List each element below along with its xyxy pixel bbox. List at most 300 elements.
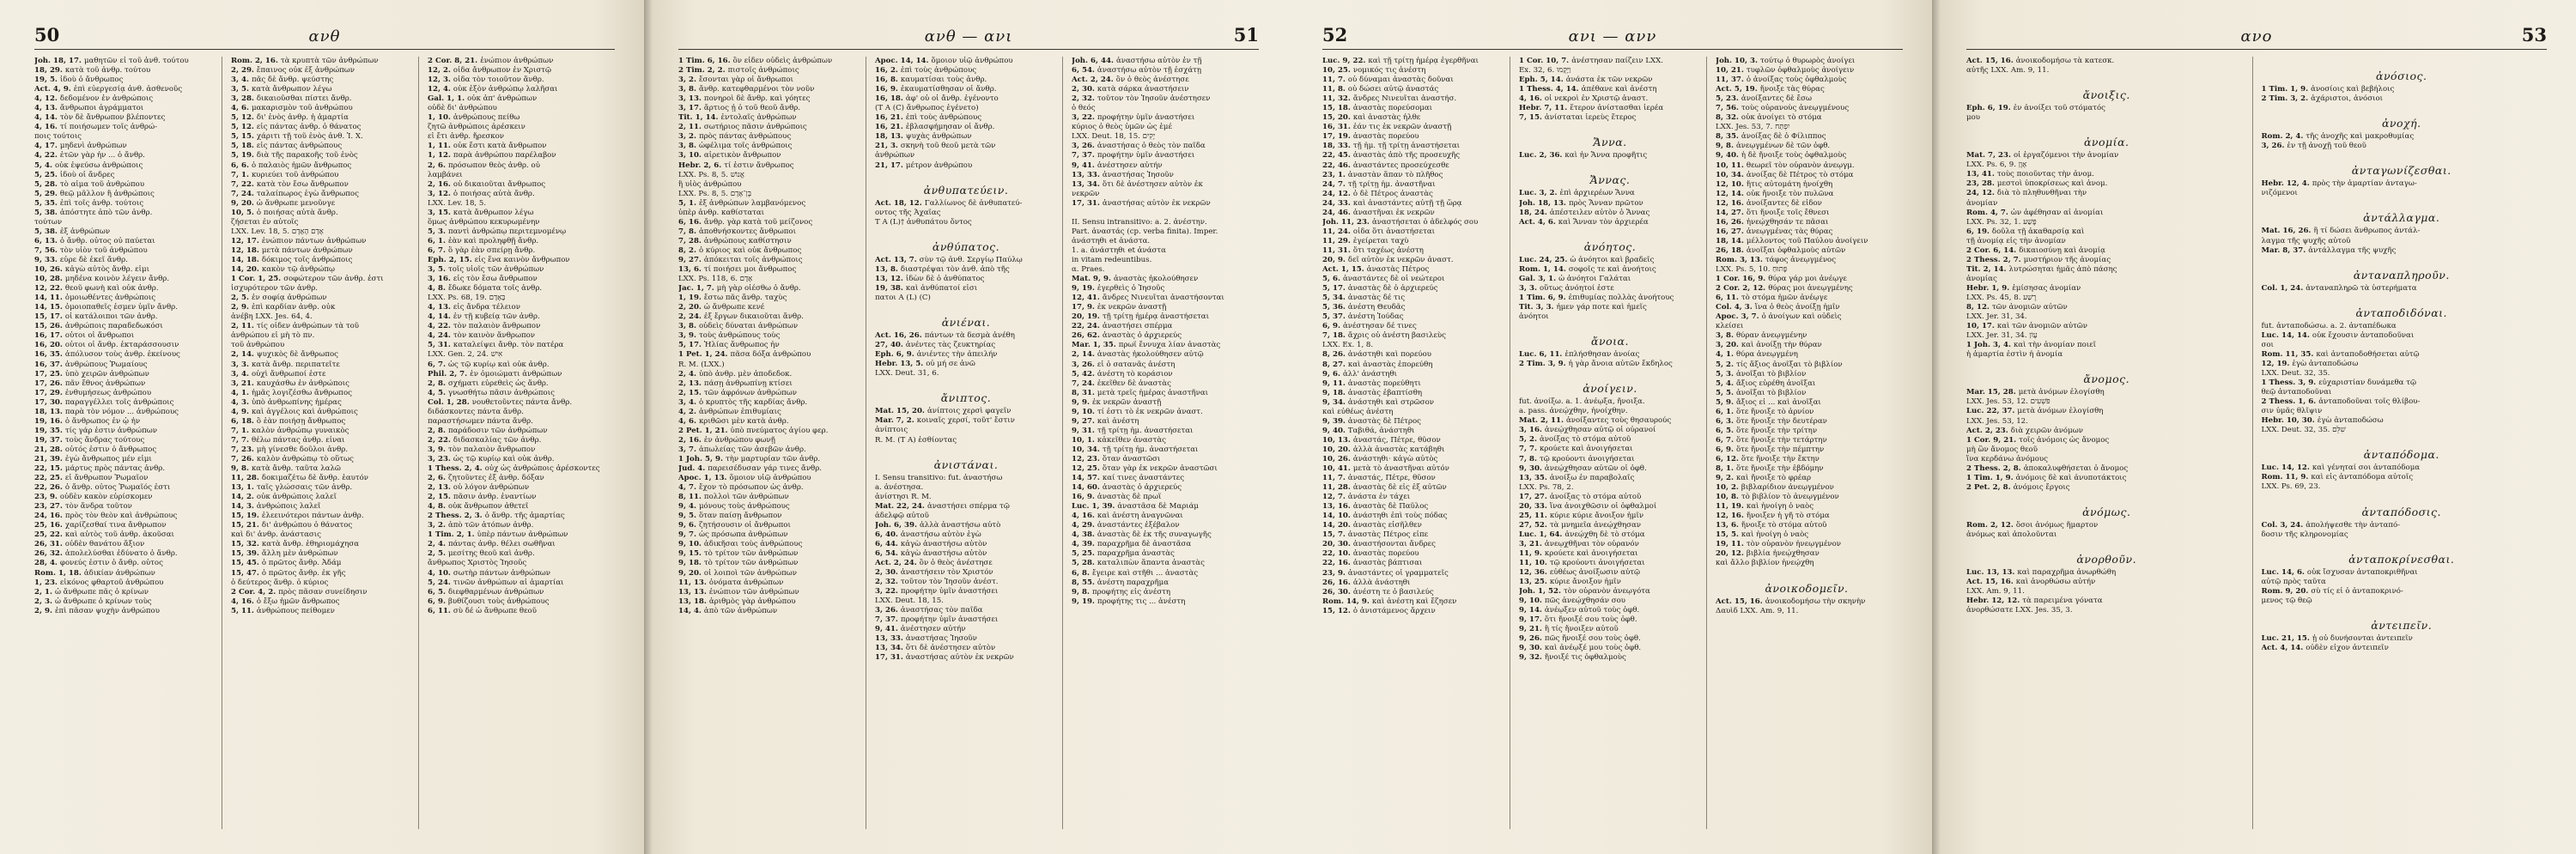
- verse-reference: 8, 26.: [1322, 350, 1346, 360]
- verse-reference: Rom. 11, 9.: [2261, 473, 2309, 482]
- concordance-line: [34, 331, 216, 341]
- verse-reference: 3, 28.: [231, 94, 254, 104]
- citation-text: ἀνάστηθι et ἀνάστα.: [1072, 236, 1151, 245]
- citation-text: ἀναστὰς πορεύου: [1352, 132, 1419, 142]
- concordance-line: [1716, 312, 1898, 322]
- concordance-line: [1716, 379, 1898, 389]
- verse-reference: 12, 16.: [1716, 198, 1744, 208]
- concordance-line: [1072, 123, 1254, 132]
- citation-text: ἐν ὁμοιώματι ἀνθρώπων: [470, 369, 562, 379]
- running-head: [678, 24, 1259, 50]
- concordance-line: [678, 427, 860, 436]
- verse-reference: 7, 28.: [678, 236, 702, 245]
- citation-text: ἀναστήσεται ὁ ἀδελφός σου: [1371, 217, 1479, 227]
- concordance-line: [875, 416, 1057, 426]
- verse-reference: Gal. 3, 1.: [1519, 274, 1557, 283]
- verse-reference: Hebr. 12, 12.: [1966, 597, 2020, 606]
- concordance-line: [1322, 521, 1504, 530]
- citation-text: ὁ δὲ Πέτρος ἀναστὰς: [1352, 189, 1433, 198]
- concordance-line: [1072, 350, 1254, 360]
- concordance-line: [1072, 502, 1254, 512]
- verse-reference: Mat. 7, 23.: [1966, 151, 2011, 161]
- citation-text: [875, 227, 878, 236]
- concordance-line: [875, 331, 1057, 341]
- citation-text: α. Praes.: [1072, 265, 1105, 275]
- citation-text: ἵνα κερδάνω ἀνόμους: [1966, 454, 2048, 463]
- concordance-line: [1519, 294, 1701, 303]
- citation-text: παρὰ ἀνθρώπου παρέλαβον: [453, 151, 556, 161]
- citation-text: LXX. Ps. 118, 6. אָדָם: [678, 275, 753, 284]
- verse-reference: 1 Cor. 1, 25.: [231, 275, 282, 284]
- citation-text: οὐ δώσει αὐτῷ ἀναστάς: [1347, 85, 1439, 94]
- concordance-line: [231, 256, 413, 265]
- citation-text: οὐδὲ δι' ἀνθρώπου: [428, 104, 497, 113]
- verse-reference: 1 Thess. 2, 4.: [428, 464, 483, 474]
- concordance-line: [34, 190, 216, 199]
- concordance-line: [428, 303, 610, 312]
- verse-reference: 5, 34.: [1322, 294, 1346, 303]
- citation-text: κατὰ ἄνθρωπον λέγω: [251, 85, 332, 94]
- concordance-line: [1519, 625, 1701, 634]
- citation-text: Δαυὶδ LXX. Am. 9, 11.: [1716, 606, 1799, 615]
- concordance-line: [231, 123, 413, 132]
- citation-text: ἀναστήσω αὐτὸν ἐγὼ: [900, 530, 981, 539]
- citation-text: LXX. Ps. 69, 23.: [2261, 482, 2321, 492]
- verse-reference: 10, 8.: [1716, 493, 1739, 502]
- citation-text: βιβλαρίδιον ἀνεῳγμένον: [1741, 483, 1834, 493]
- verse-reference: 2, 14.: [1072, 350, 1095, 360]
- citation-text: πολλοὶ τῶν ἀνθρώπων: [703, 493, 789, 502]
- citation-text: μάρτυς πρὸς πάντας ἀνθρ.: [64, 464, 166, 474]
- concordance-line: [2262, 198, 2543, 208]
- citation-text: ἀνέστη παραχρῆμα: [1097, 578, 1170, 587]
- verse-reference: 9, 8.: [231, 464, 249, 474]
- verse-reference: 8, 2.: [678, 245, 696, 255]
- citation-text: ὠφέλιμα τοῖς ἀνθρώποις: [698, 142, 793, 151]
- verse-reference: 14, 18.: [231, 255, 259, 264]
- concordance-line: [1716, 237, 1898, 246]
- verse-reference: 9, 8.: [1716, 142, 1734, 151]
- concordance-line: [1072, 578, 1254, 588]
- citation-text: ὅτι ταχέως ἀνέστη: [1352, 245, 1424, 255]
- verse-reference: 1 Tim. 1, 9.: [1966, 473, 2014, 482]
- concordance-line: [875, 360, 1057, 369]
- concordance-line: [875, 209, 1057, 218]
- concordance-line: [428, 94, 610, 104]
- concordance-line: [2262, 426, 2543, 435]
- concordance-line: [1072, 142, 1254, 151]
- citation-text: καὶ ἀνθύπατοί εἰσι: [905, 283, 978, 293]
- concordance-line: [678, 408, 860, 417]
- concordance-line: [34, 284, 216, 294]
- concordance-line: [2262, 57, 2543, 66]
- verse-reference: 23, 9.: [1322, 568, 1346, 578]
- concordance-line: [34, 427, 216, 436]
- verse-reference: 19, 5.: [34, 76, 58, 85]
- verse-reference: 16, 20.: [34, 341, 63, 350]
- concordance-line: [1966, 57, 2247, 66]
- citation-text: ὁ κύριος καὶ οὐκ ἄνθρωπος: [698, 245, 802, 255]
- citation-text: ἀνταποδοῦναι τοῖς θλίβου-: [2318, 397, 2421, 407]
- citation-text: ἔγειρε καὶ στῆθι ... ἀναστὰς: [1091, 568, 1199, 578]
- verse-reference: 6, 12.: [1716, 454, 1739, 463]
- citation-text: LXX. Ps. 45, 8. רֶשַׁע: [1966, 293, 2037, 302]
- concordance-line: [231, 474, 413, 483]
- citation-text: ἀνόμοις ἔργοις: [2013, 482, 2070, 492]
- concordance-line: [1072, 161, 1254, 171]
- citation-text: τινῶν ἀνθρώπων αἱ ἁμαρτίαι: [453, 578, 564, 587]
- page-52: [1288, 0, 1932, 854]
- concordance-line: [231, 530, 413, 540]
- verse-reference: 3, 7.: [678, 445, 696, 454]
- verse-reference: 5, 3.: [428, 227, 446, 236]
- verse-reference: 5, 15.: [231, 132, 254, 142]
- concordance-line: [1966, 227, 2247, 237]
- concordance-line: [231, 132, 413, 142]
- verse-reference: 3, 8.: [678, 85, 696, 94]
- entry-headword: ἀνορθοῦν.: [2076, 553, 2137, 566]
- concordance-line: [231, 360, 413, 370]
- concordance-line: [678, 389, 860, 398]
- verse-reference: 18, 24.: [1519, 208, 1547, 217]
- citation-text: σωτήριος πᾶσιν ἀνθρώποις: [703, 123, 807, 132]
- citation-text: δεῖ αὐτὸν ἐκ νεκρῶν ἀναστ.: [1347, 255, 1454, 264]
- concordance-line: [428, 265, 610, 275]
- concordance-line: [678, 436, 860, 445]
- concordance-line: [34, 161, 216, 171]
- verse-reference: Joh. 6, 44.: [1072, 57, 1114, 65]
- concordance-line: [2262, 350, 2543, 360]
- columns: [34, 57, 615, 829]
- concordance-line: [1072, 94, 1254, 104]
- concordance-line: [2262, 578, 2543, 587]
- concordance-line: [1519, 397, 1701, 407]
- concordance-line: [1716, 559, 1898, 568]
- verse-reference: 4, 22.: [428, 322, 451, 331]
- verse-reference: 4, 14.: [428, 312, 451, 322]
- verse-reference: 12, 2.: [428, 66, 451, 76]
- verse-reference: Luc. 9, 22.: [1322, 57, 1366, 65]
- citation-text: βυθίζουσι τοὺς ἀνθρώπους: [447, 597, 550, 606]
- concordance-line: [1716, 483, 1898, 493]
- citation-text: εἰκόνος φθαρτοῦ ἀνθρώπου: [59, 578, 164, 587]
- concordance-line: [231, 76, 413, 85]
- citation-text: [875, 445, 878, 454]
- concordance-line: [231, 588, 413, 597]
- citation-text: ὁ ἀνοίγων καὶ οὐδεὶς: [1761, 312, 1842, 322]
- verse-reference: 5, 17.: [1322, 284, 1346, 294]
- concordance-line: [34, 521, 216, 530]
- verse-reference: 2, 15.: [428, 493, 451, 502]
- citation-text: [2262, 256, 2264, 264]
- citation-text: οὗτοι οἱ ἄνθρ. ἐκταράσσουσιν: [64, 341, 179, 350]
- concordance-line: [1072, 549, 1254, 559]
- concordance-line: [428, 521, 610, 530]
- verse-reference: Mar. 8, 37.: [2261, 245, 2306, 255]
- verse-reference: 1 Tim. 6, 9.: [1519, 293, 1566, 302]
- concordance-line: [34, 227, 216, 237]
- citation-text: LXX. Deut. 32, 35. שִׁלֵּם: [2261, 426, 2346, 435]
- verse-reference: 5, 2.: [1519, 435, 1537, 445]
- concordance-line: [875, 284, 1057, 294]
- verse-reference: 18, 13.: [875, 132, 903, 142]
- concordance-line: [1966, 578, 2247, 587]
- concordance-line: [1072, 379, 1254, 389]
- citation-text: κλείσει: [1716, 322, 1744, 331]
- concordance-line: [231, 436, 413, 445]
- verse-reference: Hebr. 2, 6.: [678, 161, 722, 170]
- verse-reference: 1 Joh. 5, 9.: [678, 454, 723, 463]
- citation-text: ἡ ἁμαρτία ἐστὶν ἡ ἀνομία: [1966, 350, 2063, 360]
- concordance-line: [34, 142, 216, 151]
- citation-text: αὐτῷ πρὸς ταῦτα: [2261, 577, 2326, 586]
- citation-text: εὐχαριστίαν δυνάμεθα τῷ: [2318, 379, 2416, 388]
- citation-text: ἀναστήσω αὐτὸν ἐν τῇ: [1115, 57, 1202, 65]
- citation-text: οὐκ ἐξὸν ἀνθρώπῳ λαλῆσαι: [453, 85, 558, 94]
- verse-reference: 5, 18.: [231, 142, 254, 151]
- verse-reference: Joh. 6, 39.: [875, 520, 917, 530]
- concordance-line: [1966, 540, 2247, 549]
- verse-reference: 25, 11.: [1519, 511, 1547, 520]
- verse-reference: Gal. 1, 1.: [428, 94, 465, 104]
- verse-reference: 9, 11.: [1322, 379, 1346, 388]
- citation-text: τὸ τρίτον τῶν ἀνθρώπων: [703, 559, 799, 568]
- citation-text: ἤνοιξε τὰς θύρας: [1759, 85, 1825, 94]
- concordance-line: [875, 568, 1057, 578]
- verse-reference: 12, 25.: [1072, 464, 1100, 474]
- verse-reference: 4, 16.: [1519, 94, 1542, 104]
- verse-reference: 9, 15.: [678, 549, 702, 559]
- citation-text: ἀπόλυσον τοὺς ἀνθρ. ἐκείνους: [64, 350, 180, 360]
- citation-text: ἀναστήσας τὸν παῖδα: [900, 606, 983, 615]
- citation-text: ἀνίσταται ἱερεὺς ἕτερος: [1544, 113, 1637, 123]
- concordance-line: [1322, 588, 1504, 597]
- concordance-line: [1966, 161, 2247, 170]
- verse-reference: 12, 23.: [1072, 454, 1100, 463]
- citation-text: ἀναστὰς ὁ ἀρχιερεύς: [1102, 483, 1182, 493]
- verse-reference: 1, 19.: [678, 294, 702, 303]
- verse-reference: Act. 4, 9.: [34, 85, 71, 94]
- concordance-line: [1519, 578, 1701, 587]
- concordance-line: [678, 85, 860, 94]
- citation-text: [2262, 435, 2264, 444]
- concordance-line: [1716, 322, 1898, 331]
- concordance-line: [1322, 190, 1504, 199]
- concordance-line: [34, 436, 216, 445]
- concordance-line: [231, 455, 413, 464]
- citation-text: ὁ ἄνθρ. οὗτος Ῥωμαῖός ἐστι: [64, 483, 171, 493]
- concordance-line: [678, 275, 860, 284]
- citation-text: εἰς πάντας ἀνθρ. ὁ θάνατος: [256, 123, 361, 132]
- concordance-line: [428, 190, 610, 199]
- citation-text: ἐκ νεκρῶν ἀναστῇ: [1091, 397, 1162, 407]
- citation-text: ἐξ ἀνθρώπων λαμβανόμενος: [698, 198, 806, 208]
- verse-reference: Hebr. 12, 4.: [2261, 179, 2310, 189]
- running-head: [1966, 24, 2547, 50]
- concordance-line: [1716, 360, 1898, 370]
- citation-text: οὐ μή σε ἀνῶ: [926, 360, 975, 369]
- verse-reference: 3, 26.: [1072, 360, 1095, 369]
- verse-reference: Rom. 4, 7.: [1966, 208, 2008, 217]
- citation-text: LXX. Jes. 53, 7. יִפְתַּח: [1716, 123, 1790, 132]
- concordance-line: [1519, 350, 1701, 360]
- verse-reference: 5, 35.: [34, 198, 58, 208]
- citation-text: LXX. Gen. 2, 24. אִישׁ: [428, 350, 503, 360]
- concordance-line: [678, 607, 860, 616]
- entry-headword: ἀνόμως.: [2082, 505, 2131, 518]
- concordance-line: [678, 530, 860, 540]
- entry-headword: ἀνταπόδοσις.: [2361, 505, 2442, 518]
- citation-text: ἐγὼ ἀνταποδώσω: [2292, 359, 2359, 368]
- citation-text: κατὰ ἄνθρ. ἐθηριομάχησα: [261, 540, 360, 549]
- citation-text: ἀναστάντες οἱ γραμματεῖς: [1347, 568, 1449, 578]
- citation-text: LXX. Jes. 53, 12.: [1966, 416, 2028, 426]
- concordance-line: [231, 502, 413, 512]
- concordance-line: [1519, 275, 1701, 284]
- concordance-line: [231, 303, 413, 312]
- citation-text: ἀνέστη Ἰούδας: [1347, 312, 1404, 322]
- verse-reference: Hebr. 13, 5.: [875, 360, 924, 369]
- verse-reference: 9, 26.: [1519, 634, 1542, 644]
- verse-reference: 3, 16.: [428, 275, 451, 284]
- citation-text: κύριε κύριε ἄνοιξον ἡμῖν: [1549, 511, 1644, 520]
- concordance-line: [34, 597, 216, 607]
- citation-text: ἀναστήσας ὁ θεὸς τὸν παῖδα: [1097, 142, 1206, 151]
- concordance-line: [231, 331, 413, 341]
- verse-reference: 2 Cor. 6, 14.: [1966, 245, 2017, 255]
- verse-reference: 11, 37.: [1716, 76, 1744, 85]
- citation-text: ἀναστὰς ἀπὸ τῆς προσευχῆς: [1352, 151, 1461, 161]
- concordance-line: [1072, 209, 1254, 218]
- concordance-column: [678, 57, 866, 829]
- concordance-line: [2262, 151, 2543, 161]
- concordance-line: [1322, 123, 1504, 132]
- concordance-line: [1072, 284, 1254, 294]
- citation-text: τοῦτον τὸν Ἰησοῦν ἀνέστ.: [900, 578, 999, 587]
- verse-reference: 3, 4.: [678, 397, 696, 407]
- concordance-line: [1716, 607, 1898, 616]
- citation-text: ὅτι ἤνοιξέ σου τοὺς ὀφθ.: [1544, 615, 1637, 625]
- concordance-line: [1072, 331, 1254, 341]
- verse-reference: 17, 31.: [1072, 198, 1100, 208]
- citation-text: ἐξ ἔργων δικαιοῦται ἄνθρ.: [703, 312, 804, 322]
- citation-text: ἀνίστησι R. M.: [875, 492, 932, 501]
- verse-reference: 3, 26.: [2261, 142, 2285, 151]
- concordance-line: [428, 379, 610, 389]
- verse-reference: 13, 18.: [678, 597, 707, 606]
- citation-text: ὦ ἀνόητοι Γαλάται: [1558, 274, 1631, 283]
- verse-reference: 13, 1.: [231, 483, 254, 493]
- verse-reference: 17, 9.: [1072, 303, 1095, 312]
- citation-text: ἐπιθυμίας πολλὰς ἀνοήτους: [1568, 293, 1674, 302]
- concordance-line: [1966, 246, 2247, 256]
- citation-text: ὑπὲρ πάντων ἀνθρώπων: [477, 530, 568, 540]
- concordance-line: [34, 199, 216, 209]
- concordance-line: [34, 474, 216, 483]
- verse-reference: Eph. 6, 19.: [1966, 104, 2011, 113]
- concordance-line: [1322, 569, 1504, 578]
- concordance-line: [1966, 265, 2247, 275]
- citation-text: θύρα γάρ μοι ἀνέῳγε: [1768, 275, 1847, 284]
- citation-text: καὶ ἀνέῳξέ μου τοὺς ὀφθ.: [1544, 644, 1642, 653]
- concordance-line: [231, 190, 413, 199]
- citation-text: a. ἀνέστησα.: [875, 482, 924, 492]
- concordance-line: [1716, 85, 1898, 94]
- verse-reference: 2, 13.: [428, 483, 451, 493]
- verse-reference: 10, 5.: [231, 208, 254, 217]
- citation-text: τίς ἄξιος ἀνοῖξαι τὸ βιβλίον: [1735, 360, 1843, 369]
- citation-text: ἐν τῇ κυβείᾳ τῶν ἀνθρ.: [453, 312, 540, 322]
- citation-text: ἀνέστησαν παίζειν LXX.: [1571, 57, 1663, 65]
- concordance-line: [34, 171, 216, 180]
- concordance-line: [875, 540, 1057, 549]
- verse-reference: 6, 54.: [1072, 66, 1095, 76]
- verse-reference: 5, 6.: [1322, 275, 1340, 284]
- citation-text: ζήσεται ἐν αὐτοῖς: [231, 217, 299, 227]
- concordance-line: [1716, 199, 1898, 209]
- verse-reference: 2, 30.: [875, 568, 898, 578]
- verse-reference: 3, 23.: [428, 454, 451, 463]
- citation-text: ἐν ἀνθρώπου φωνῇ: [703, 435, 775, 445]
- citation-text: ἀνορθώσατε LXX. Jes. 35, 3.: [1966, 606, 2073, 615]
- concordance-line: [34, 57, 216, 66]
- citation-text: ἀπόστητε ἀπὸ τῶν ἀνθρ.: [59, 208, 153, 217]
- concordance-line: [1072, 483, 1254, 493]
- entry-headword: ἀνθυπατεύειν.: [923, 183, 1009, 197]
- verse-reference: 4, 8.: [428, 502, 446, 512]
- citation-text: ὁ ποιήσας αὐτὰ ἄνθρ.: [453, 189, 535, 198]
- verse-reference: 15, 45.: [231, 559, 259, 568]
- concordance-line: [1519, 521, 1701, 530]
- concordance-line: [1322, 331, 1504, 341]
- concordance-line: [1322, 227, 1504, 237]
- verse-reference: 11, 32.: [1322, 94, 1351, 104]
- citation-text: ἀναστήσας αὐτὸν ἐκ νεκρῶν: [905, 653, 1014, 663]
- citation-text: ἀφ' οὗ οἱ ἄνθρ. ἐγένοντο: [905, 94, 999, 104]
- verse-reference: 3, 16.: [1519, 426, 1542, 435]
- citation-text: νομικός τις ἀνέστη: [1352, 66, 1426, 76]
- citation-text: ἀναστὰς πορεύσομαι: [1352, 104, 1433, 113]
- citation-text: κοιναῖς χερσί, τοῦτ' ἔστιν: [916, 416, 1015, 426]
- verse-reference: 6, 11.: [1716, 294, 1739, 303]
- citation-text: κατὰ ἄνθρ. περιπατεῖτε: [251, 360, 340, 369]
- verse-reference: Rom. 9, 20.: [2261, 586, 2309, 596]
- concordance-line: [1519, 66, 1701, 76]
- verse-reference: 10, 20.: [1322, 445, 1351, 454]
- citation-text: ὅμοιον υἱῷ ἀνθρώπου: [729, 474, 811, 483]
- concordance-line: [34, 132, 216, 142]
- citation-text: οὐ δύναμαι ἀναστὰς δοῦναι: [1347, 76, 1454, 85]
- citation-text: ἀνθρώποις λαλεῖ: [256, 502, 321, 512]
- concordance-line: [231, 284, 413, 294]
- verse-reference: Act. 4, 6.: [1519, 217, 1556, 227]
- citation-text: ἀνάστηθι καὶ πορεύου: [1347, 350, 1432, 360]
- concordance-line: [1519, 483, 1701, 493]
- citation-text: ἀνθρώπου εἰ μὴ τὸ πν.: [231, 331, 315, 341]
- entry-headword: ἄνοιξις.: [2082, 88, 2130, 102]
- citation-text: καὶ αὐτὸς τοῦ ἀνθρ. ἀκοῦσαι: [64, 530, 174, 540]
- concordance-line: [1519, 76, 1701, 85]
- concordance-line: [34, 256, 216, 265]
- citation-text: καὶ ἠνοίγη ὁ ναὸς: [1741, 530, 1809, 540]
- concordance-line: [875, 171, 1057, 180]
- concordance-line: [1519, 512, 1701, 521]
- verse-reference: 7, 7.: [1519, 445, 1537, 454]
- concordance-line: [678, 218, 860, 227]
- citation-text: ἀναστὰς δὲ ὁ ἀρχιερεύς: [1347, 284, 1438, 294]
- concordance-line: [875, 407, 1057, 416]
- verse-reference: 23, 27.: [34, 502, 63, 512]
